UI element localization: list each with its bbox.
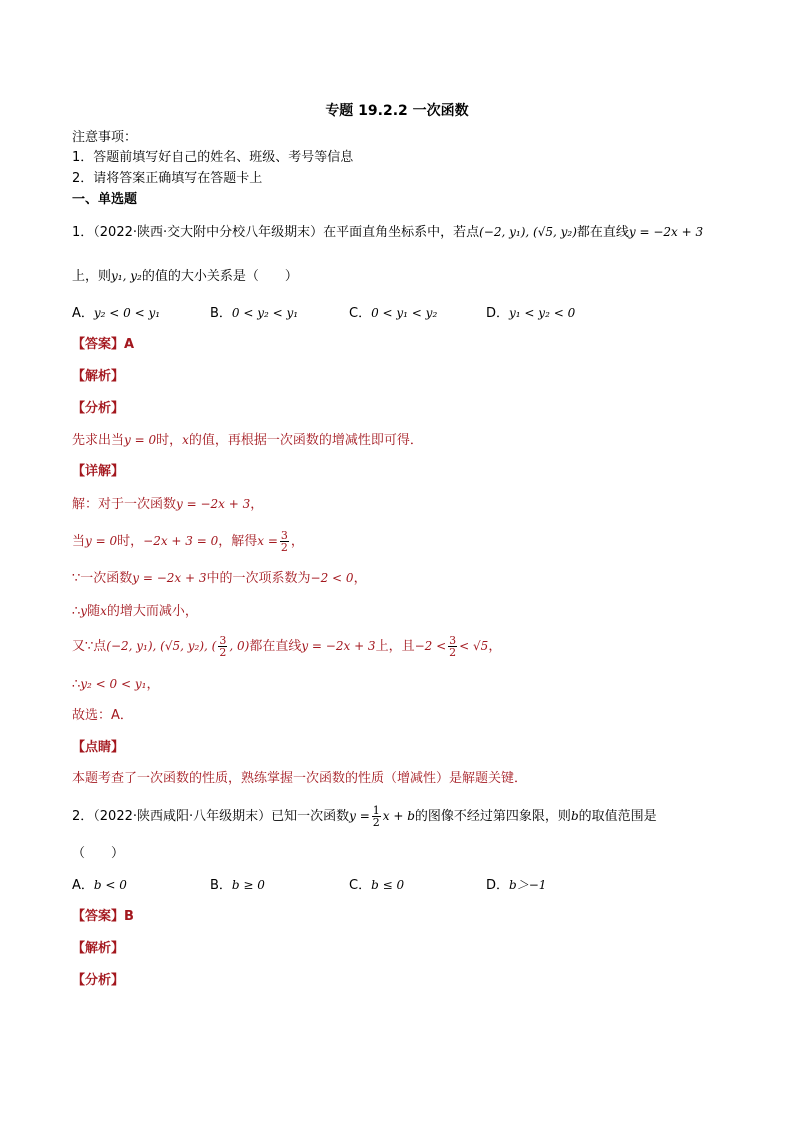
- text-run: ∴: [72, 677, 81, 692]
- q1-detail-line5: [72, 633, 501, 660]
- text-run: ∵一次函数: [72, 571, 133, 586]
- q1-dianjing-tag: 【点睛】: [72, 740, 125, 755]
- text-run: 解：对于一次函数: [72, 497, 177, 512]
- q1-option-b: [210, 305, 298, 322]
- option-math: b＞−1: [509, 878, 547, 892]
- q1-stem-text: 的值的大小关系是（ ）: [141, 269, 298, 284]
- q1-option-d: [486, 305, 575, 322]
- text-run: 的图像不经过第四象限，则: [414, 809, 571, 824]
- q1-option-c: [349, 305, 437, 322]
- q1-detail-line3: [72, 570, 367, 587]
- math-run: y =: [349, 809, 370, 823]
- q1-stem-text: 上，则: [72, 269, 112, 284]
- q1-fenxi-text: [72, 432, 423, 449]
- option-label: C．: [349, 878, 372, 893]
- math-run: b: [570, 809, 579, 823]
- option-label: A．: [72, 306, 94, 321]
- option-label: B．: [210, 306, 232, 321]
- q2-answer: 【答案】B: [72, 909, 134, 924]
- q1-stem-line1: [72, 224, 703, 241]
- q1-stem-text: 都在直线: [576, 225, 629, 240]
- option-math: b ≤ 0: [371, 878, 405, 892]
- text-run: 的取值范围是: [578, 809, 657, 824]
- text-run: ，: [146, 677, 160, 692]
- text-run: 先求出当: [72, 433, 125, 448]
- math-run: y = −2x + 3: [301, 639, 376, 653]
- fraction-numerator: 3: [449, 634, 457, 647]
- q2-stem-line1: [72, 803, 657, 830]
- text-run: 的值，再根据一次函数的增减性即可得．: [188, 433, 423, 448]
- fraction-denominator: 2: [219, 646, 227, 659]
- text-run: ，: [353, 571, 367, 586]
- q1-jiexi-tag: 【解析】: [72, 369, 125, 384]
- option-math: y₁ < y₂ < 0: [509, 306, 576, 320]
- q2-option-c: [349, 877, 404, 894]
- text-run: 上，且: [375, 639, 415, 654]
- text-run: 中的一次项系数为: [206, 571, 311, 586]
- notice-item-1: 1．答题前填写好自己的姓名、班级、考号等信息: [72, 150, 354, 165]
- fraction: [448, 635, 457, 658]
- q1-answer: 【答案】A: [72, 337, 135, 352]
- option-math: b < 0: [93, 878, 127, 892]
- q1-stem-line2: [72, 268, 298, 285]
- text-run: 又∵点: [72, 639, 107, 654]
- text-run: 的增大而减小，: [106, 604, 198, 619]
- math-run: (−2, y₁), (√5, y₂), (: [106, 639, 217, 653]
- math-run: y = −2x + 3: [176, 497, 251, 511]
- q1-xiangjie-tag: 【详解】: [72, 464, 125, 479]
- math-run: −2x + 3 = 0: [143, 534, 219, 548]
- text-run: ，: [250, 497, 264, 512]
- math-run: y: [80, 604, 88, 618]
- page-title: 专题 19.2.2 一次函数: [325, 103, 469, 119]
- q2-stem-line2: （ ）: [72, 846, 125, 861]
- text-run: ，: [290, 534, 304, 549]
- fraction-numerator: 1: [372, 804, 380, 817]
- text-run: ，: [488, 639, 502, 654]
- text-run: 时，: [156, 433, 183, 448]
- math-run: −2 < 0: [310, 571, 354, 585]
- notice-heading: 注意事项：: [72, 130, 138, 145]
- math-run: y₂ < 0 < y₁: [80, 677, 147, 691]
- math-run: x: [100, 604, 107, 618]
- option-math: b ≥ 0: [231, 878, 265, 892]
- option-math: 0 < y₁ < y₂: [371, 306, 438, 320]
- text-run: 随: [87, 604, 101, 619]
- text-run: ，解得: [218, 534, 258, 549]
- option-label: D．: [486, 878, 510, 893]
- q1-line-equation: y = −2x + 3: [628, 225, 704, 239]
- text-run: 当: [72, 534, 86, 549]
- math-run: < √5: [459, 639, 489, 653]
- q2-option-b: [210, 877, 265, 894]
- notice-item-2: 2．请将答案正确填写在答题卡上: [72, 171, 263, 186]
- section-heading: 一、单选题: [72, 192, 138, 207]
- q1-detail-line6: [72, 676, 159, 693]
- text-run: 2．（2022·陕西咸阳·八年级期末）已知一次函数: [72, 809, 350, 824]
- q2-option-d: [486, 877, 546, 894]
- fraction-numerator: 3: [219, 634, 227, 647]
- option-math: y₂ < 0 < y₁: [93, 306, 161, 320]
- fraction: [280, 530, 289, 553]
- q1-detail-line7: 故选：A．: [72, 708, 133, 723]
- option-label: B．: [210, 878, 232, 893]
- option-label: D．: [486, 306, 510, 321]
- q2-option-a: [72, 877, 127, 894]
- q1-option-a: [72, 305, 160, 322]
- option-math: 0 < y₂ < y₁: [231, 306, 299, 320]
- fraction-numerator: 3: [280, 529, 288, 542]
- fraction-denominator: 2: [280, 541, 288, 554]
- math-run: −2 <: [414, 639, 447, 653]
- q1-fenxi-tag: 【分析】: [72, 401, 125, 416]
- text-run: 时，: [117, 534, 144, 549]
- q2-fenxi-tag: 【分析】: [72, 973, 125, 988]
- math-run: x + b: [382, 809, 415, 823]
- math-run: y = 0: [124, 433, 157, 447]
- text-run: 都在直线: [249, 639, 302, 654]
- math-run: x =: [257, 534, 278, 548]
- fraction-denominator: 2: [449, 646, 457, 659]
- fraction: [372, 805, 381, 828]
- math-run: , 0): [229, 639, 250, 653]
- math-run: x: [182, 433, 189, 447]
- math-run: y = −2x + 3: [132, 571, 207, 585]
- option-label: C．: [349, 306, 372, 321]
- q1-detail-line4: [72, 603, 198, 620]
- q1-comment: 本题考查了一次函数的性质，熟练掌握一次函数的性质（增减性）是解题关键．: [72, 771, 528, 786]
- math-run: y = 0: [85, 534, 118, 548]
- option-label: A．: [72, 878, 94, 893]
- fraction: [218, 635, 227, 658]
- q1-stem-text: 1．（2022·陕西·交大附中分校八年级期末）在平面直角坐标系中，若点: [72, 225, 480, 240]
- fraction-denominator: 2: [372, 816, 380, 829]
- q1-points-math: (−2, y₁), (√5, y₂): [479, 225, 577, 239]
- q1-detail-line1: [72, 496, 263, 513]
- q1-vars-math: y₁, y₂: [111, 269, 142, 283]
- q1-detail-line2: [72, 528, 304, 555]
- text-run: ∴: [72, 604, 81, 619]
- q2-jiexi-tag: 【解析】: [72, 941, 125, 956]
